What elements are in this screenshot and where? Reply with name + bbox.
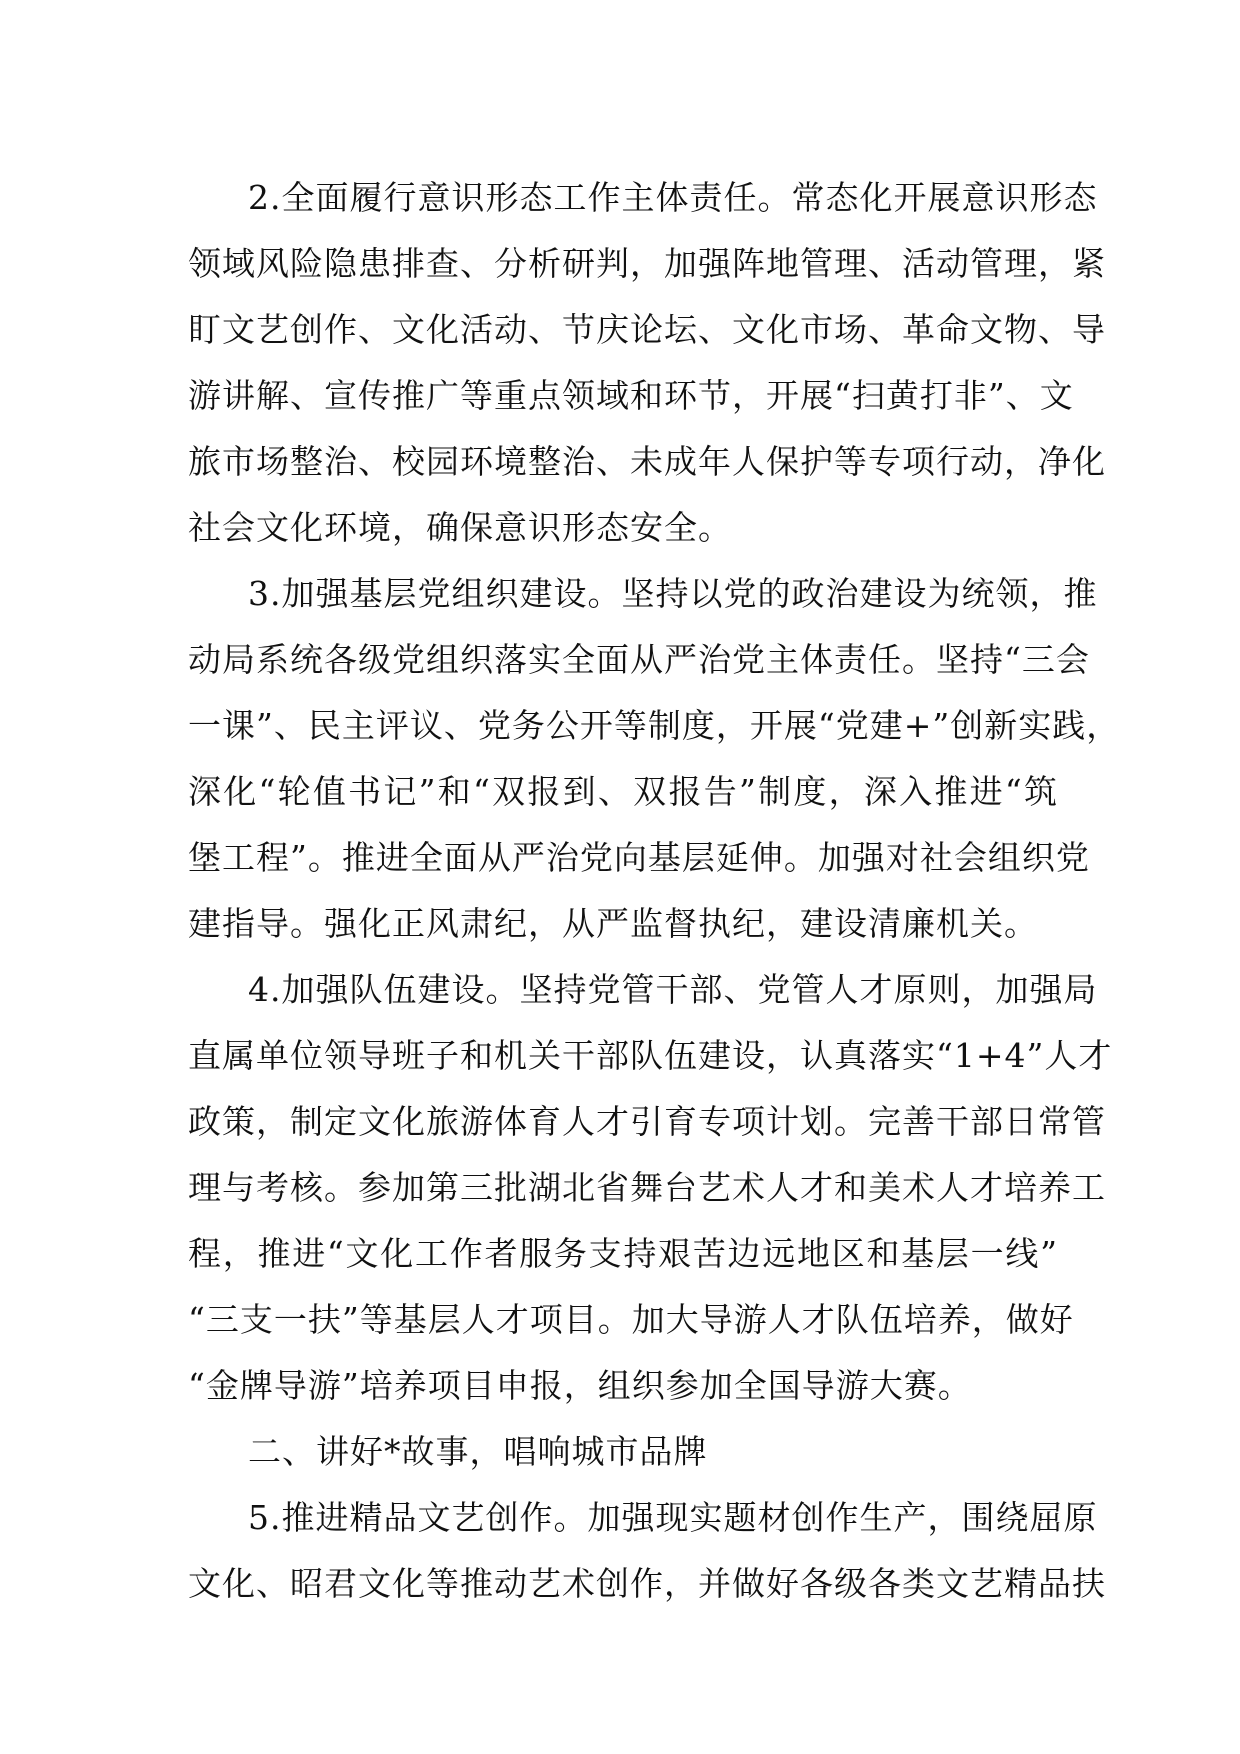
document-page xyxy=(188,165,1121,1617)
paragraph-2-line-1: 2.全面履行意识形态工作主体责任。常态化开展意识形态 xyxy=(248,178,1098,217)
paragraph-4-line-5: 程，推进“文化工作者服务支持艰苦边远地区和基层一线” xyxy=(188,1234,1058,1273)
paragraph-3-line-5: 堡工程”。推进全面从严治党向基层延伸。加强对社会组织党 xyxy=(188,838,1090,877)
paragraph-3-line-2: 动局系统各级党组织落实全面从严治党主体责任。坚持“三会 xyxy=(188,640,1090,679)
paragraph-4-line-2: 直属单位领导班子和机关干部队伍建设，认真落实“1+4”人才 xyxy=(188,1036,1113,1075)
section-heading: 二、讲好*故事，唱响城市品牌 xyxy=(248,1432,708,1471)
paragraph-2-line-2: 领域风险隐患排查、分析研判，加强阵地管理、活动管理，紧 xyxy=(188,244,1106,283)
paragraph-3-line-3: 一课”、民主评议、党务公开等制度，开展“党建+”创新实践， xyxy=(188,706,1121,745)
paragraph-3-line-4: 深化“轮值书记”和“双报到、双报告”制度，深入推进“筑 xyxy=(188,772,1058,811)
paragraph-2-line-4: 游讲解、宣传推广等重点领域和环节，开展“扫黄打非”、文 xyxy=(188,376,1074,415)
paragraph-2-line-3: 盯文艺创作、文化活动、节庆论坛、文化市场、革命文物、导 xyxy=(188,310,1106,349)
paragraph-4-line-4: 理与考核。参加第三批湖北省舞台艺术人才和美术人才培养工 xyxy=(188,1168,1106,1207)
paragraph-4-line-7: “金牌导游”培养项目申报，组织参加全国导游大赛。 xyxy=(188,1366,972,1405)
paragraph-5-line-2: 文化、昭君文化等推动艺术创作，并做好各级各类文艺精品扶 xyxy=(188,1564,1106,1603)
paragraph-4-line-3: 政策，制定文化旅游体育人才引育专项计划。完善干部日常管 xyxy=(188,1102,1106,1141)
paragraph-3-line-1: 3.加强基层党组织建设。坚持以党的政治建设为统领，推 xyxy=(248,574,1098,613)
paragraph-5-line-1: 5.推进精品文艺创作。加强现实题材创作生产，围绕屈原 xyxy=(248,1498,1098,1537)
paragraph-3-line-6: 建指导。强化正风肃纪，从严监督执纪，建设清廉机关。 xyxy=(188,904,1038,943)
paragraph-2-line-6: 社会文化环境，确保意识形态安全。 xyxy=(188,508,732,547)
paragraph-4-line-1: 4.加强队伍建设。坚持党管干部、党管人才原则，加强局 xyxy=(248,970,1098,1009)
paragraph-2-line-5: 旅市场整治、校园环境整治、未成年人保护等专项行动，净化 xyxy=(188,442,1106,481)
paragraph-4-line-6: “三支一扶”等基层人才项目。加大导游人才队伍培养，做好 xyxy=(188,1300,1074,1339)
